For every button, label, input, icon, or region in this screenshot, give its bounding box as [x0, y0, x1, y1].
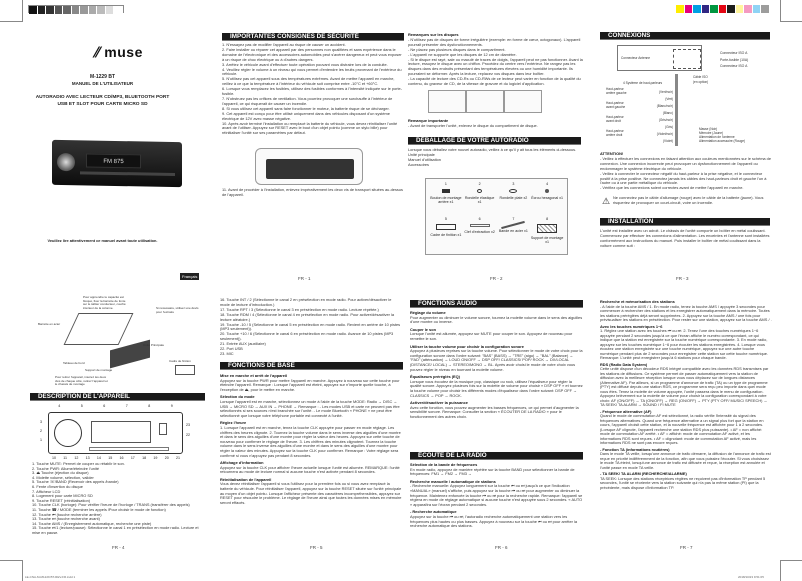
- trim-frame: [175, 365, 195, 375]
- page-number: FR - 5: [310, 545, 323, 550]
- accessories-box: [425, 178, 568, 255]
- warning-icon: ⚠: [602, 196, 611, 206]
- list-item: - L'appareil ne supporte que les disques de 12 cm de diamètre.: [408, 51, 517, 57]
- list-item: 7. N'obstruez pas les orifices de ventilation. Vous pourriez provoquer une surchauffe à l'intérieur de l'appareil, ce qui risquerait de causer un incendie.: [222, 95, 393, 106]
- list-item: 6. Lorsque vous remplacez les fusibles, utilisez des fusibles conformes à l'intensité indiquée sur le porte-fusible.: [222, 86, 403, 97]
- crop-mark: [780, 560, 781, 581]
- list-item: Unité principale: [408, 151, 435, 157]
- left-callouts: 3 2 1: [40, 420, 42, 442]
- lcd-display: FM 875: [86, 153, 141, 168]
- page-number: FR - 6: [495, 545, 508, 550]
- subheading: Remarque importante: [408, 118, 449, 123]
- diagram-label: Cadre de finition: [169, 359, 191, 363]
- attention-block: [600, 152, 772, 191]
- color-bar: [676, 5, 770, 13]
- paragraph: Lorsque vous déballez votre nouvel autoradio, veillez à ce qu'il y ait tous les éléments ci-dessous.: [408, 147, 577, 152]
- list-item: - Si le disque est rayé, sale ou maculé de traces de doigts, l'appareil peut ne pas fonctionner. Avant la lecture, essuyez le disque avec un chiffon. Procédez du centre vers l'extérieur. Ne rangez pas les disques dans des endroits présentant des températures élevées ou une humidité importante. Ils pourraient se déformer. Après la lecture, replacez vos disques dans leur boîtier.: [408, 56, 583, 77]
- diagram-label: Tableau de bord: [63, 361, 85, 365]
- radio-memory-text: Recherche et mémorisation des stations - A l'aide de la touche AMS / 1. En mode radio, tenez la touche AMS / appuyée 3 secondes pour commencer à rechercher des stations et les enregistrer automatiquement dans la mémoire. Toutes les stations préréglées déjà seront supprimées. 2. Appuyez sur la touche AMS / une fois pour prévisualiser les stations en présélection. Pour rester sur une station, appuyez sur la touche AMS / . Avec les touches numériques 1~6 1. Réglez une station avec les touches ⏮ ou ⏭. 2. Tenez l'une des touches numériques 1~6 appuyée pendant 2 secondes jusqu'à ce que l'écran affiche le numéro correspondant, ce qui indique que la station est enregistrée sur la touche numérique correspondante. 3. En mode radio, appuyez sur les touches numérique 1~6 pour écouter les stations enregistrées. 4. Lorsque vous écoutez une station enregistrée sur une touche numérique, appuyez sur une autre touche numérique pendant plus de 2 secondes pour enregistrer cette station sur cette touche numérique. Remarque: L'unité peut enregistrer jusqu'à 6 stations pour chaque bande. RDS (Radio Data System) Cette unité dispose d'un décodeur RDS intégré compatible avec les données RDS transmises par les stations de diffusions. Ce système permet de passer automatiquement vers la station de diffusion avec la meilleure réception lorsque vous vous déplacez sur de longues distances (Alternative AF). Par ailleurs, si un programme d'annonce de trafic (TA) ou un type de programme (PTY) est diffusé depuis une station RDS, ce programme sera reçu peu importe dans quel mode vous êtes. Tenez la molette de volume appuyée, l'unité passera dans le menu de configuration. Appuyez brièvement sur la molette de volume pour choisir la configuration correspondant à votre choix: AF (ON/OFF) → TA (ON/OFF) → REG (ON/OFF) → PTY (PTY OFF/ MUSIC/ SPEECH) → TA SEEK/ TA ALARM → SOUND / FI MUTE - Fréquence alternative (AF) Quand le mode de commutation AF est sélectionné, la radio vérifie l'intensité du signal des fréquences alternatives. Quand une fréquence alternative a un signal plus fort que la station en cours, l'appareil choisit cette station, et la nouvelle fréquence est affichée pour 1 à 2 secondes. (Lorsque AF clignote, l'appareil recherche une station RDS plus puissante). • AF = non affiché: mode de commutation AF arrêté. • AF = affiché: mode de commutation AF activé, et les informations RDS sont reçues. • AF = clignotant: mode de commutation AF activé, mais les informations RDS ne sont pas encore reçues. - Fonction TA (informations routières) Dans le mode TA veille, lorsqu'une annonce de trafic démarre, la diffusion de l'annonce de trafic est reçue en priorité indifféremment de la fonction, afin que vous puissiez l'écouter. Si vous choisissez le mode TA éteint, lorsqu'une annonce de trafic est diffusée et reçue, la réception est annulée et l'unité passe en mode TA veille. - TA SEEK/ TA ALARM (RECHERCHE/ALARME) TA SEEK: Lorsque des stations réceptrices réglées ne reçoivent pas d'information TP pendant 5 secondes, l'unité se réoriente vers la station suivante qui n'a pas la même station (PI) que la précédente, mais dispose d'information TP.: [600, 299, 772, 490]
- diagram-label: Support de montage: [85, 368, 113, 372]
- dashboard-outline: [64, 313, 134, 345]
- brand-logo: ⫽ muse: [93, 44, 143, 60]
- diagram-label: Barrette en acier: [38, 322, 61, 326]
- button-row: [80, 171, 175, 176]
- page-number: FR - 4: [112, 545, 125, 550]
- manual-title: MANUEL DE L'UTILISATEUR: [71, 81, 134, 86]
- product-line1: AUTORADIO AVEC LECTEUR CD/MP3, BLUETOOTH PORT: [35, 95, 170, 100]
- bottom-callouts: 10 11 12 13 14 15 16 17 18 19 20 21: [52, 456, 180, 460]
- wire-colors: (Vert/noir) (Vert) (Blanc/noir) (Blanc) (Gris/noir) (Gris) (Violet/noir) (Violet): [656, 90, 673, 143]
- section-heading-unpacking: DÉBALLAGE DE VOTRE AUTORADIO: [408, 137, 581, 145]
- page-number: FR - 7: [680, 545, 693, 550]
- list-item: 2. Faire installer ou réparer cet appareil par des personnes non qualifiées et sans expérience dans le domaine de l'électronique et des accessoires automobiles peut s'avérer dangereux et peut vous exposer à un risque de choc électrique ou à d'autres dangers.: [222, 46, 402, 62]
- power-labels: Masse (Noir) Mémoire (Jaune) Alimentation de l'antenne Alimentation accessoire (Rouge): [699, 127, 746, 143]
- installation-text: L'unité est installée avec un adroit. Le châssis de l'unité comporte un boîtier en métal coulissant. Commencez par effectuer les connexions d'alimentation. Les enceintes et l'antenne sont installées conformément aux instructions du manuel. Puis installer le boîtier de métal coulissant dans la voiture comme suit :: [600, 228, 770, 248]
- disc-notes: [408, 33, 586, 87]
- safety-list: [222, 43, 404, 136]
- section-heading-installation: INSTALLATION: [600, 218, 770, 226]
- crop-mark: [780, 21, 802, 22]
- list-item: - Vérifiez que les connexions soient correctes avant de mettre l'appareil en marche.: [600, 185, 744, 191]
- top-callouts: 4 5 6 7 8 9: [58, 404, 173, 408]
- page-number: FR - 2: [490, 276, 503, 281]
- list-item: 9. Cet appareil est conçu pour être utilisé uniquement dans des véhicules disposant d'un système électrique de 12V avec masse négative.: [222, 110, 390, 121]
- volume-knob: [54, 419, 82, 447]
- product-line2: USB ET SLOT POUR CARTE MICRO SD: [57, 102, 148, 107]
- wiring-diagram: [603, 44, 793, 148]
- section-heading-connections: CONNEXIONS: [600, 32, 770, 40]
- description-list-continued: 16. Touche INT / 2 (Sélectionne le canal 2 en présélection en mode radio. Pour activer/désactiver le mode de lecture d'introduction.) 17. Touche RPT / 3 (Sélectionne le canal 3 en présélection en mode radio. Lecture répétée.) 18. Touche RDM / 4 (Sélectionne le canal 4 en présélection en mode radio. Pour activer/désactiver la lecture aléatoire.) 19. Touche -10 / 5 (Sélectionne le canal 5 en présélection en mode radio. Revient en arrière de 10 pistes (MP3 seulement)). 20. Touche +10 / 6 (Sélectionne le canal 6 en présélection en mode radio. Avance de 10 pistes (MP3 seulement)). 21. Entrée AUX (auxiliaire) 22. Port USB 23. MIC: [220, 297, 401, 356]
- radio-screws-figure: [255, 148, 363, 185]
- crop-mark: [22, 560, 23, 581]
- page-number: FR - 3: [676, 276, 689, 281]
- speaker-labels: Haut-parleur arrière gauche Haut-parleur avant gauche Haut-parleur avant droit Haut-parleur arrière droit: [606, 87, 627, 137]
- list-item: - Veillez à effectuer les connexions en faisant attention aux couleurs mentionnées sur le schéma de connexion. Une connexion incorrecte peut provoquer un dysfonctionnement de l'appareil ou endommager le système électrique du véhicule.: [600, 155, 772, 171]
- radio-illustration: [266, 159, 354, 179]
- disc-insert-figure: [504, 90, 542, 113]
- print-date: 2018/10/23 9:51:05: [738, 575, 764, 579]
- list-item: 8. Si vous utilisez cet appareil sans faire fonctionner le moteur, la batterie risque de se décharger.: [222, 105, 390, 111]
- model-title: M-1229 BT: [89, 74, 115, 80]
- accessory-item: 8 Support de montage x1: [530, 216, 564, 244]
- lcd-display: [91, 421, 151, 443]
- crop-mark: [780, 560, 802, 561]
- iso-cable-label: Câble ISO (en option): [693, 75, 709, 84]
- file-name: LE-CNA-M-M1229 BT-REV-FR.indd 1: [25, 575, 76, 579]
- list-item: 1. N'essayez pas de modifier l'appareil au risque de causer un accident.: [222, 42, 346, 47]
- unpacking-text: [408, 148, 581, 168]
- antenna-label: Connecteur Antenne: [621, 56, 651, 60]
- list-item: 4. Veuillez régler le volume à un niveau qui vous permet d'entendre les bruits provenant de l'extérieur du véhicule.: [222, 66, 402, 77]
- page-number: FR - 1: [298, 276, 311, 281]
- accessory-item: 2 Rondelle élastique x1: [464, 182, 495, 204]
- list-item: 3. Arrêtez le véhicule avant d'effectuer toute opération pouvant vous distraire lors de la conduite.: [222, 61, 388, 67]
- accessory-item: 5 Cadre de finition x1: [430, 216, 462, 237]
- list-item: - Veillez à connecter le connecteur négatif du haut-parleur à la prise négative, et le connecteur positif à la prise positive. Ne connectez jamais les câbles des haut-parleurs droit et gauche l'un à l'autre ou à une partie métallique du véhicule.: [600, 170, 767, 186]
- audio-functions-text: Réglage du volume Pour augmenter ou diminuer le volume sonore, tournez la molette volume dans le sens des aiguilles d'une montre ou inverse. Couper le son Lorsque l'unité est allumée, appuyez sur MUTE pour couper le son. Appuyez de nouveau pour remettre le son. Utiliser la touche volume pour choisir la configuration sonore Appuyez à plusieurs reprises sur la touche volume. Pour sélectionner le mode de votre choix pour la configuration sonore dans l'ordre suivant: "BAS" (BASS) → "TRE" (aigu) → "BAL" (Balance) → "FAD" (atténuation) → LOUD ON/OFF → DSP OFF/ CLASSICS/ POP/ ROCK → DX/LOCAL (DISTANCE/ LOCAL) → STEREO/MONO → BL. Après avoir choisi le mode de votre choix vous pouvez régler le niveau en tournant la molette volume. Équaliseurs préréglés (EQ) Lorsque vous écoutez de la musique pop, classique ou rock, utilisez l'équaliseur pour régler la qualité sonore. Appuyez plusieurs fois sur la molette de volume pour choisir « DSP OFF » et tournez la touche volume pour choisir les différents modes d'équaliseur dans l'ordre suivant: DSP OFF → CLASSICS → POP → ROCK. Activer/désactiver la puissance Avec cette fonction, vous pouvez augmenter les basses fréquences, ce qui permet d'augmenter la sensibilité sonore. Remarque: Consulter la section « ÉCOUTER DE LA RADIO » pour le fonctionnement des autres choix.: [410, 310, 583, 419]
- speaker-system-label: 4 Système de haut-parleurs: [623, 81, 663, 85]
- section-heading-radio: ÉCOUTE DE LA RADIO: [410, 452, 583, 460]
- accessory-item: 7 Bande en acier x1: [498, 216, 528, 233]
- list-item: - La capacité de lecture des CD-Rs ou CD-RWs de ce lecteur peut varier en fonction de la qualité du contenu, du graveur de CD, de la vitesse de gravure et du logiciel d'application.: [408, 76, 581, 87]
- diagram-label: Unité Principale: [143, 343, 165, 347]
- language-badge: Français: [182, 274, 198, 279]
- list-item: Accessoires: [408, 161, 429, 167]
- diagram-label: Pour apprendre le capacité est bloqué, fixer la barrette de fonte sur le tablier conducteur, courbé intérieur de la colonne.: [83, 295, 126, 310]
- installation-diagram: [35, 295, 205, 390]
- list-item: 5. N'utilisez pas cet appareil sous des températures extrêmes. Avant de mettre l'appareil en marche, veillez à ce que la température à l'intérieur du véhicule soit comprise entre -10°C et +60°C.: [222, 76, 395, 87]
- crop-mark: [0, 560, 22, 561]
- basic-functions-text: Mise en marche et arrêt de l'appareil Appuyez sur la touche PWR pour mettre l'appareil en marche. Appuyez à nouveau sur cette touche pour éteindre l'appareil. Remarque : Lorsque l'appareil est éteint, appuyez sur n'importe quelle touche, à l'exception de ⏏, pour le mettre en marche. Sélection du mode Lorsque l'appareil est en marche, sélectionnez un mode à l'aide de la touche MODE: Radio → DISC → USB → MICRO SD → AUX IN → PHONE → Remarque : - Les modes USB et carte ne peuvent pas être sélectionnés si ses sources n'est branchée sur l'unité. - Le mode Bluetooth « PHONE » ne peut être sélectionné que lorsque votre téléphone portable est connecté à l'unité. Réglez l'heure 1. Lorsque l'appareil est en marche, tenez la touche CLK appuyée pour passer en mode réglage. Les chiffres des heures clignote. 2. Tournez la touche volume dans le sens inverse des aiguilles d'une montre et dans le sens des aiguilles d'une montre pour régler la valeur des heures. Appuyez sur cette touche de nouveau pour confirmer le réglage de l'heure. 3. Les chiffres des minutes clignotent. Tournez la touche volume dans le sens inverse des aiguilles d'une montre et dans le sens des aiguilles d'une montre pour régler la valeur des minutes. Appuyez sur la touche CLK pour confirmer. Remarque : Votre réglage sera confirmé si vous n'appuyez pas pendant 8 secondes. Affichage d'information Appuyez sur la touche CLK pour afficher l'heure actuelle lorsque l'unité est allumée. REMARQUE: l'unité retournera au mode de lecture normal si aucune touche n'est activée pendant 8 secondes. Réinitialisation de l'appareil Vous devez réinitialiser l'appareil si vous l'utilisez pour la première fois ou si vous avez remplacé la batterie du véhicule. Pour réinitialiser l'appareil, appuyez sur la touche RESET située sur l'unité principale au moyen d'un objet pointu. Lorsque l'afficheur présente des caractères incompréhensibles, appuyez sur RESET pour résoudre le problème. Le réglage de l'heure ainsi que toutes les données mises en mémoire seront effacés.: [220, 373, 402, 505]
- accessory-item: 6 Clef d'extraction x2: [464, 216, 495, 234]
- section-heading-basic-functions: FONCTIONS DE BASE: [220, 362, 403, 370]
- section-heading-description: DESCRIPTION DE L'APPAREIL: [30, 393, 205, 401]
- volume-knob: [57, 153, 75, 171]
- read-notice: Veuillez lire attentivement ce manuel avant toute utilisation.: [47, 238, 158, 243]
- diagram-label: Si nécessaire, utilisez une dévis pour l'extraire: [156, 306, 199, 314]
- description-list: 1. Touche MUTE: Permet de couper ou rétablir le son. 2. Touche PWR: Allume/éteindre l'unité 3. ⏏ Touche (éjection du disque) 4. Molette volume, sélection, valider 5. Touche ☏/BAND (Recevoir des appels /bande) 6. Fente d'insertion du disque 7. Afficheur LCD 8. Logement pour carte MICRO SD 9. Touche RESET (réinitialisation) 10. Touche CLK (horloge): Pour vérifier l'heure de l'horloge / TRANS (transférer des appels) 11. Touche ☎ / MODE (terminer les appels /Pour choisir le mode de fonction) 12. Touche ⏮ (touche recherche arrière) 13. Touche ⏭ (touche recherche avant) 14. Touche AMS / (Enregistrement automatique, recherche une piste) 15. Touche ⏯/1 (lecture/pause): Sélectionne le canal 1 en présélection en mode radio. Lecture et mise en pause.: [32, 461, 199, 535]
- important-note: [408, 119, 586, 129]
- connector-labels: Connecteur ISO A Porte-fusible (10A) Connecteur ISO A: [720, 51, 749, 68]
- disc-cleaning-figure: [466, 90, 504, 113]
- crop-mark: [780, 0, 781, 22]
- subheading: ATTENTION!: [600, 151, 624, 156]
- section-heading-safety: IMPORTANTES CONSIGNES DE SÉCURITÉ: [222, 33, 404, 41]
- crop-mark: [0, 21, 22, 22]
- accessory-item: 1 Boulon de montage arrière x1: [430, 182, 462, 204]
- accessory-item: 3 Rondelle plate x2: [499, 182, 528, 200]
- warning-text: Ne connectez pas le câble d'allumage (rouge) avec le câble de la batterie (jaune). Vous risqueriez de provoquer un court-circuit, voire un incendie.: [613, 195, 764, 205]
- list-item: - N'utilisez pas de disques de forme irrégulière (exemple: en forme de cœur, octogonaux). L'appareil pourrait présenter des dysfonctionnements.: [408, 36, 581, 47]
- preset-buttons: [89, 447, 169, 451]
- disc-handling-figure: [428, 90, 466, 113]
- list-item: - Ne placez pas plusieurs disques dans le compartiment.: [408, 46, 506, 52]
- front-panel-diagram: [48, 412, 183, 454]
- right-callouts: 23 22: [186, 423, 190, 437]
- list-item: 10. Après avoir terminé l'installation ou remplacé la batterie du véhicule, vous devez réinitialiser l'unité avant de l'utiliser. Appuyez sur RESET avec le bout d'un objet pointu (comme un stylo bille) pour réinitialiser l'unité sur ses paramètres par défaut.: [222, 120, 398, 136]
- subheading: Remarques sur les disques: [408, 32, 459, 37]
- note-text: - Avant de transporter l'unité, enlevez le disque du compartiment de disque.: [408, 122, 538, 128]
- item-11: 11. Avant de procéder à l'installation, enlevez impérativement les deux vis de transport situées au-dessus de l'appareil.: [222, 187, 403, 197]
- grayscale-bar: [28, 5, 124, 13]
- wire-bundle: [675, 74, 678, 146]
- iso-connector: [673, 49, 701, 69]
- radio-text: Sélection de la bande de fréquences En mode radio, appuyez de manière répétée sur la touche BAND pour sélectionner la bande de fréquences: FM1 → FM2 → FM3 → Recherche manuelle / automatique de stations - Recherche manuelle: Appuyez longuement sur la touche ⏮ ou ⏭ jusqu'à ce que l'indication «MANUAL» (manuel) s'affiche, puis appuyez sur la touche ⏮ ou ⏭ pour augmenter ou diminuer la fréquence. Maintenez enfoncée la touche ⏮ ou ⏭ pour la recherche rapide. Remarque: l'appareil se réglera en mode de réglage automatique si aucune touche n'est appuyée sous 2 secondes. « AUTO » apparaîtra sur l'écran pendant 2 secondes. - Recherche automatique Appuyez sur la touche ⏮ ou ⏭, l'autoradio recherche automatiquement une station vers les fréquences plus hautes ou plus basses. Appuyez à nouveau sur la touche ⏮ ou ⏭ pour arrêter la recherche automatique des stations.: [410, 462, 583, 529]
- radio-photo: [52, 140, 182, 187]
- section-heading-audio: FONCTIONS AUDIO: [410, 300, 583, 308]
- crop-mark: [22, 0, 23, 22]
- diagram-label: Pour retirer l'appareil, insérez les deux clés de chaque côté, retirez l'appareil et le chassis de montage: [55, 375, 108, 387]
- usb-port: [159, 423, 167, 435]
- list-item: Manuel d'utilisation: [408, 156, 441, 162]
- accessory-item: 4 Écrou hexagonal x1: [531, 182, 564, 200]
